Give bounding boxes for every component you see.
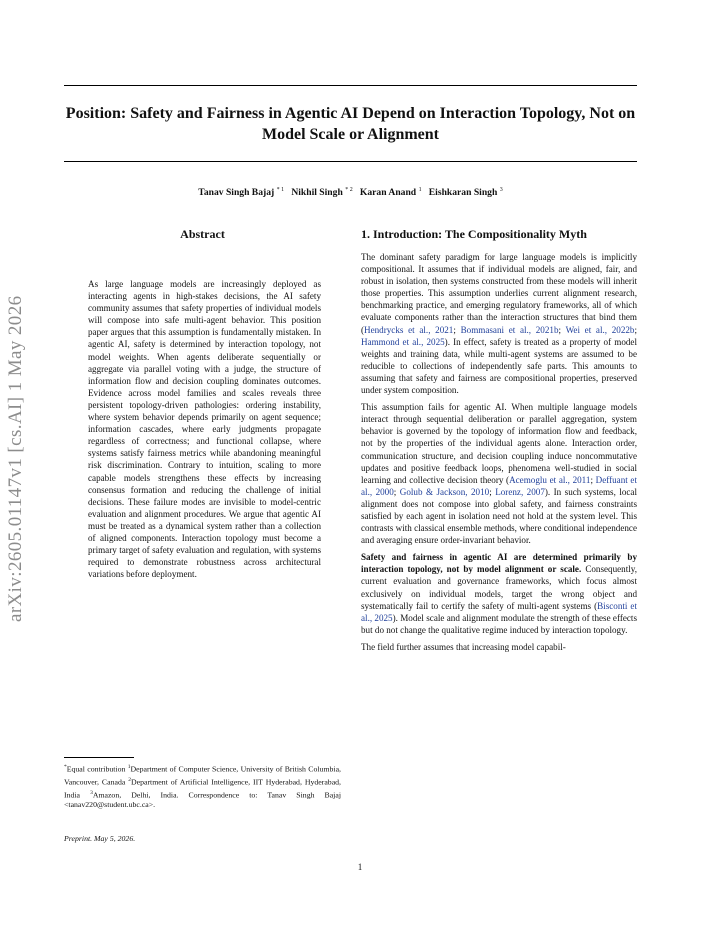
footnote-rule [64,757,134,758]
citation-link[interactable]: Bisconti et al., 2025 [361,600,637,623]
intro-heading: 1. Introduction: The Compositionality Myth [361,227,587,241]
author-affiliation-mark: * 1 [276,187,285,193]
intro-paragraph: The field further assumes that increasing model capabil- [361,641,566,652]
intro-paragraph: The dominant safety paradigm for large language models is implicitly compositional. It assumes that if individual models are aligned, fair, and robust in isolation, then systems constructed from these models will inherit those properties. This assumption underlies current alignment research, benchmarking practice, and emerging regulatory frameworks, all of which evaluate components rather than the interaction structures that bind them (Hendrycks et al., 2021; Bommasani et al., 2021b; Wei et al., 2022b; Hammond et al., 2025). In effect, safety is treated as a property of model weights and training data, while multi-agent systems are assumed to be reducible to collections of independently safe parts. This amounts to assuming that safety and fairness are compositional properties, preserved under system composition. [361,252,637,396]
arxiv-watermark: arXiv:2605.01147v1 [cs.AI] 1 May 2026 [5,295,26,622]
citation-link[interactable]: Bommasani et al., 2021b [460,324,559,335]
author-name: Karan Anand [359,187,417,199]
intro-paragraph: Safety and fairness in agentic AI are determined primarily by interaction topology, not by model alignment or scale. Consequently, current evaluation and governance frameworks, which focus almost exclusively on individual models, target the wrong object and systematically fail to certify the safety of multi-agent systems (Bisconti et al., 2025). Model scale and alignment modulate the strength of these effects but do not change the qualitative regime induced by interaction topology. [361,552,638,635]
title-top-rule [64,85,637,86]
citation-link[interactable]: Lorenz, 2007 [495,486,545,497]
footnote-correspondence: Correspondence to: Tanav Singh Bajaj <tanav220@student.ubc.ca>. [64,790,341,810]
author-list [64,187,637,198]
author-name: Tanav Singh Bajaj [198,187,275,199]
footnote-affiliation-3: Amazon, Delhi, India. [92,790,179,800]
footnote-affiliation-2: Department of Artificial Intelligence, IIT Hyderabad, Hyderabad, India [64,777,341,800]
author-affiliation-mark: 1 [418,187,422,193]
footnote-equal-contribution: Equal contribution [66,764,126,774]
abstract-heading: Abstract [180,227,225,241]
intro-thesis-statement: Safety and fairness in agentic AI are determined primarily by interaction topology, not by model alignment or scale. [361,552,637,575]
citation-link[interactable]: Hammond et al., 2025 [361,336,445,347]
title-bottom-rule [64,161,637,162]
intro-body [361,251,637,658]
page-number: 1 [357,862,363,872]
author-name: Eishkaran Singh [428,187,498,199]
abstract-body: As large language models are increasingly deployed as interacting agents in high-stakes decisions, the AI safety community assumes that safety properties of individual models will compose into safe multi-agent behavior. This position paper argues that this assumption is fundamentally mistaken. In agentic AI, safety is determined by interaction topology, not model weights. When agents deliberate sequentially or aggregate via parallel voting with a judge, the structure of information flow and decision coupling dominates outcomes. Evidence across model families and scales reveals three persistent topology-driven pathologies: ordering instability, where system behavior depends primarily on agent sequence; information cascades, where early judgments propagate regardless of correctness; and functional collapse, where systems satisfy fairness metrics while abandoning meaningful risk discrimination. Contrary to intuition, scaling to more capable models strengthens these effects by increasing consensus formation and reducing the challenge of initial decisions. These failure modes are invisible to model-centric evaluation and alignment procedures. We argue that agentic AI must be treated as a dynamical system rather than a collection of aligned components. Interaction topology must become a primary target of safety evaluation and regulation, with systems required to demonstrate robustness across architectural variations before deployment. [88,279,321,580]
citation-link[interactable]: Acemoglu et al., 2011 [509,474,591,485]
author-affiliation-mark: * 2 [345,187,353,193]
citation-link[interactable]: Deffuant et al., 2000 [361,474,637,497]
footnote-affiliation-1: Department of Computer Science, University of British Columbia, Vancouver, Canada [64,764,341,787]
citation-link[interactable]: Golub & Jackson, 2010 [399,486,490,497]
preprint-notice: Preprint. May 5, 2026. [64,834,136,843]
paper-title: Position: Safety and Fairness in Agentic AI Depend on Interaction Topology, Not on Model Scale or Alignment [65,105,636,143]
author-name: Nikhil Singh [291,187,343,199]
citation-link[interactable]: Hendrycks et al., 2021 [364,324,454,335]
affiliations-footnote: *Equal contribution $^1$Department of Computer Science, University of British Columbia, Vancouver, Canada $^2$Department of Artificial Intelligence, IIT Hyderabad, Hyderabad, India $^3$Amazon, Delhi, India. Correspondence to: Tanav Singh Bajaj <tanav220@student.ubc.ca>. [64,764,341,810]
author-affiliation-mark: 3 [499,187,503,193]
intro-paragraph: This assumption fails for agentic AI. When multiple language models interact through sequential deliberation or parallel aggregation, system behavior is governed by the topology of information flow and feedback, not by the properties of the individual agents alone. Interaction order, communication structure, and decision coupling induce noncommutative updates and positive feedback loops, phenomena well-studied in social learning and collective decision theory (Acemoglu et al., 2011; Deffuant et al., 2000; Golub & Jackson, 2010; Lorenz, 2007). In such systems, local alignment does not compose into global safety, and fairness constraints satisfied by each agent in isolation need not hold at the system level. This contrasts with classical ensemble methods, where conditional independence and averaging ensure order-invariant behavior. [361,402,637,546]
citation-link[interactable]: Wei et al., 2022b [565,324,635,335]
